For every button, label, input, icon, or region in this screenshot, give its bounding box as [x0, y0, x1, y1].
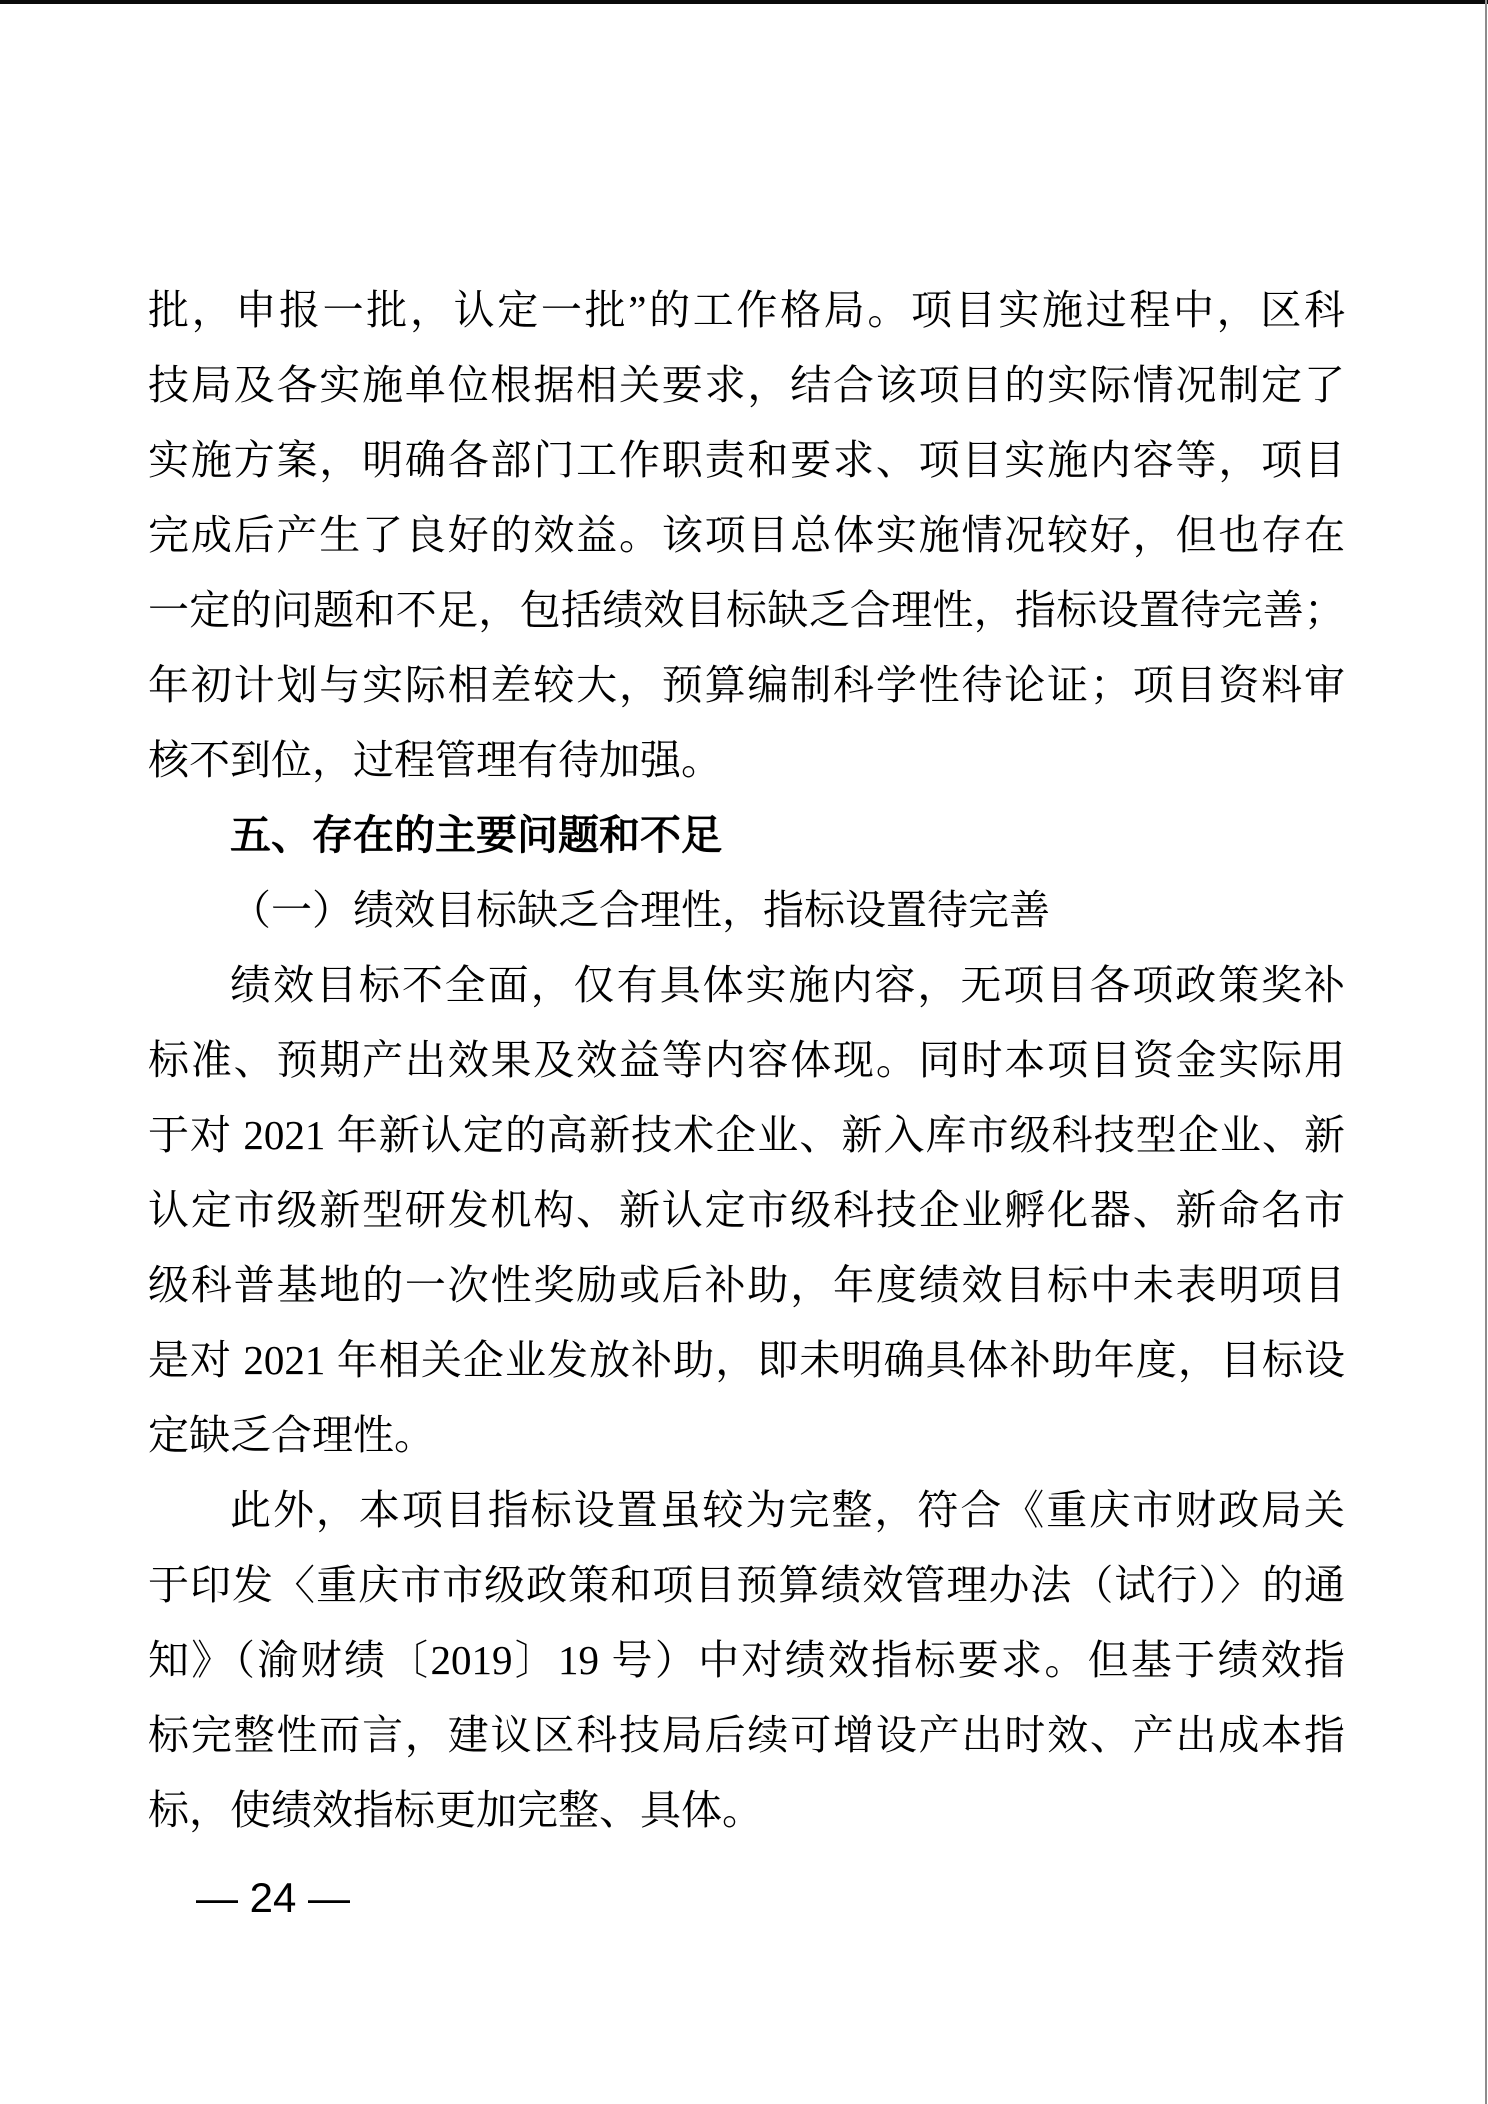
- page-right-edge: [1485, 0, 1487, 2104]
- body-line: 年初计划与实际相差较大，预算编制科学性待论证；项目资料审: [148, 662, 1345, 708]
- body-line: 定缺乏合理性。: [148, 1412, 435, 1458]
- subsection-heading: （一）绩效目标缺乏合理性，指标设置待完善: [230, 887, 1050, 933]
- body-line: 完成后产生了良好的效益。该项目总体实施情况较好，但也存在: [148, 512, 1345, 558]
- body-line: 标准、预期产出效果及效益等内容体现。同时本项目资金实际用: [148, 1037, 1345, 1083]
- body-line: 批，申报一批，认定一批”的工作格局。项目实施过程中，区科: [148, 287, 1345, 333]
- body-line: 技局及各实施单位根据相关要求，结合该项目的实际情况制定了: [148, 362, 1345, 408]
- body-line: 一定的问题和不足，包括绩效目标缺乏合理性，指标设置待完善；: [148, 587, 1345, 633]
- section-heading: 五、存在的主要问题和不足: [230, 812, 722, 858]
- body-line: 知》（渝财绩〔2019〕19 号）中对绩效指标要求。但基于绩效指: [148, 1637, 1345, 1683]
- body-line: 是对 2021 年相关企业发放补助，即未明确具体补助年度，目标设: [148, 1337, 1345, 1383]
- page-top-edge: [0, 0, 1488, 4]
- body-line: 实施方案，明确各部门工作职责和要求、项目实施内容等，项目: [148, 437, 1345, 483]
- body-line: 标，使绩效指标更加完整、具体。: [148, 1787, 763, 1833]
- document-body: [148, 273, 1345, 1848]
- body-line: 此外，本项目指标设置虽较为完整，符合《重庆市财政局关: [230, 1487, 1345, 1533]
- body-line: 绩效目标不全面，仅有具体实施内容，无项目各项政策奖补: [230, 962, 1345, 1008]
- body-line: 于对 2021 年新认定的高新技术企业、新入库市级科技型企业、新: [148, 1112, 1345, 1158]
- body-line: 核不到位，过程管理有待加强。: [148, 737, 722, 783]
- body-line: 于印发〈重庆市市级政策和项目预算绩效管理办法（试行）〉的通: [148, 1562, 1345, 1608]
- body-line: 认定市级新型研发机构、新认定市级科技企业孵化器、新命名市: [148, 1187, 1345, 1233]
- page-number: — 24 —: [196, 1874, 351, 1921]
- body-line: 标完整性而言，建议区科技局后续可增设产出时效、产出成本指: [148, 1712, 1345, 1758]
- body-line: 级科普基地的一次性奖励或后补助，年度绩效目标中未表明项目: [148, 1262, 1345, 1308]
